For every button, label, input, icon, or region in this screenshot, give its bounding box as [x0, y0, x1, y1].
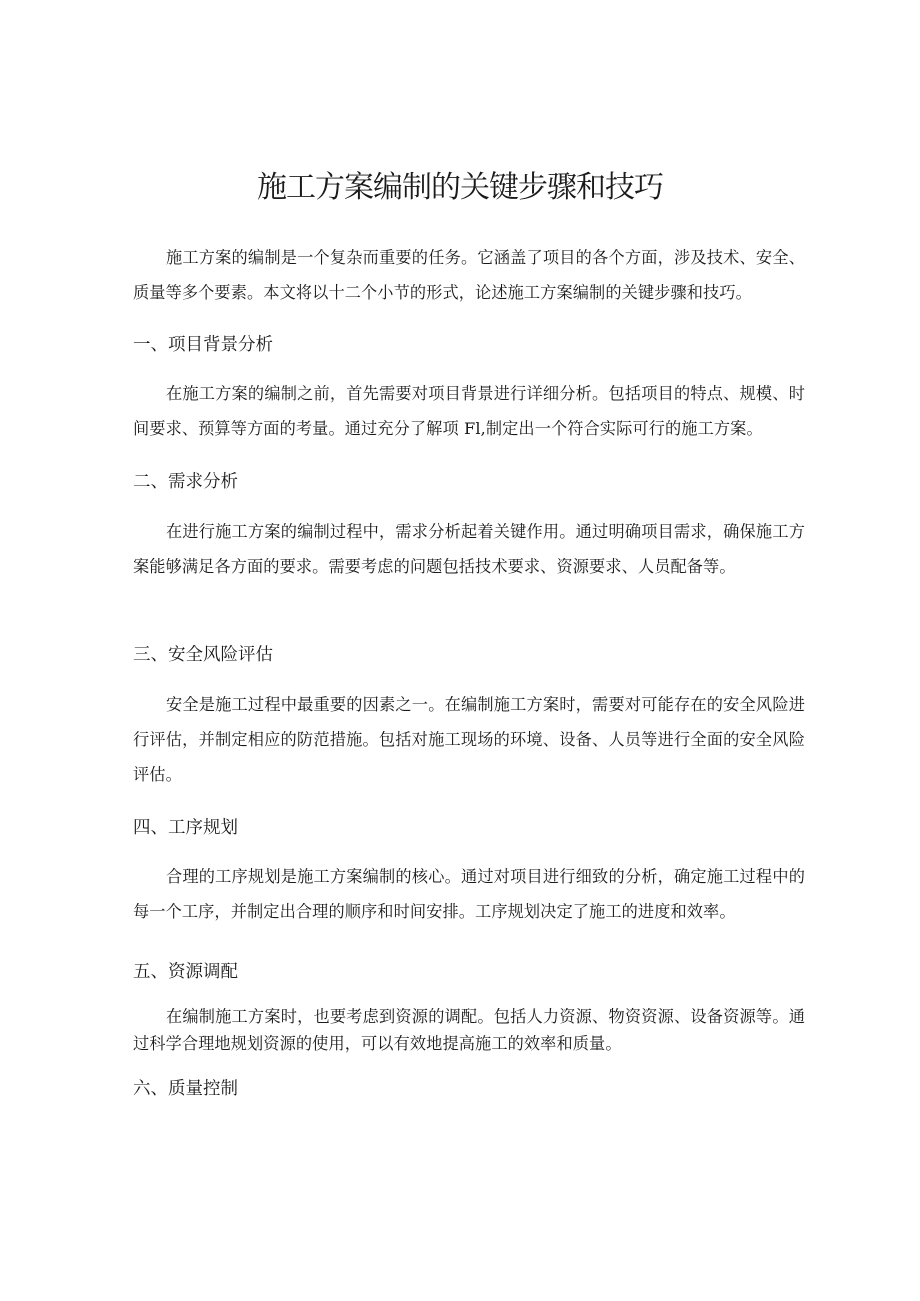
section-body-requirements-analysis: 在进行施工方案的编制过程中，需求分析起着关键作用。通过明确项目需求，确保施工方案能够满足各方面的要求。需要考虑的问题包括技术要求、资源要求、人员配备等。 [133, 522, 805, 576]
section-body-background-analysis: 在施工方案的编制之前，首先需要对项目背景进行详细分析。包括项目的特点、规模、时间要求、预算等方面的考量。通过充分了解项 Fl,制定出一个符合实际可行的施工方案。 [133, 384, 805, 438]
intro-paragraph: 施工方案的编制是一个复杂而重要的任务。它涵盖了项目的各个方面，涉及技术、安全、质量等多个要素。本文将以十二个小节的形式，论述施工方案编制的关键步骤和技巧。 [133, 248, 805, 302]
section-body-process-planning: 合理的工序规划是施工方案编制的核心。通过对项目进行细致的分析，确定施工过程中的每一个工序，并制定出合理的顺序和时间安排。工序规划决定了施工的进度和效率。 [133, 867, 805, 921]
section-body-safety-risk-assessment: 安全是施工过程中最重要的因素之一。在编制施工方案时，需要对可能存在的安全风险进行评估，并制定相应的防范措施。包括对施工现场的环境、设备、人员等进行全面的安全风险评估。 [133, 695, 805, 784]
section-heading-resource-allocation: 五、资源调配 [133, 962, 238, 982]
section-heading-safety-risk-assessment: 三、安全风险评估 [133, 645, 273, 665]
section-heading-background-analysis: 一、项目背景分析 [133, 335, 273, 355]
section-body-resource-allocation: 在编制施工方案时，也要考虑到资源的调配。包括人力资源、物资资源、设备资源等。通过科学合理地规划资源的使用，可以有效地提高施工的效率和质量。 [133, 1007, 805, 1053]
section-heading-quality-control: 六、质量控制 [133, 1079, 238, 1099]
document-title: 施工方案编制的关键步骤和技巧 [257, 170, 663, 205]
section-heading-process-planning: 四、工序规划 [133, 818, 238, 838]
section-heading-requirements-analysis: 二、需求分析 [133, 472, 238, 492]
